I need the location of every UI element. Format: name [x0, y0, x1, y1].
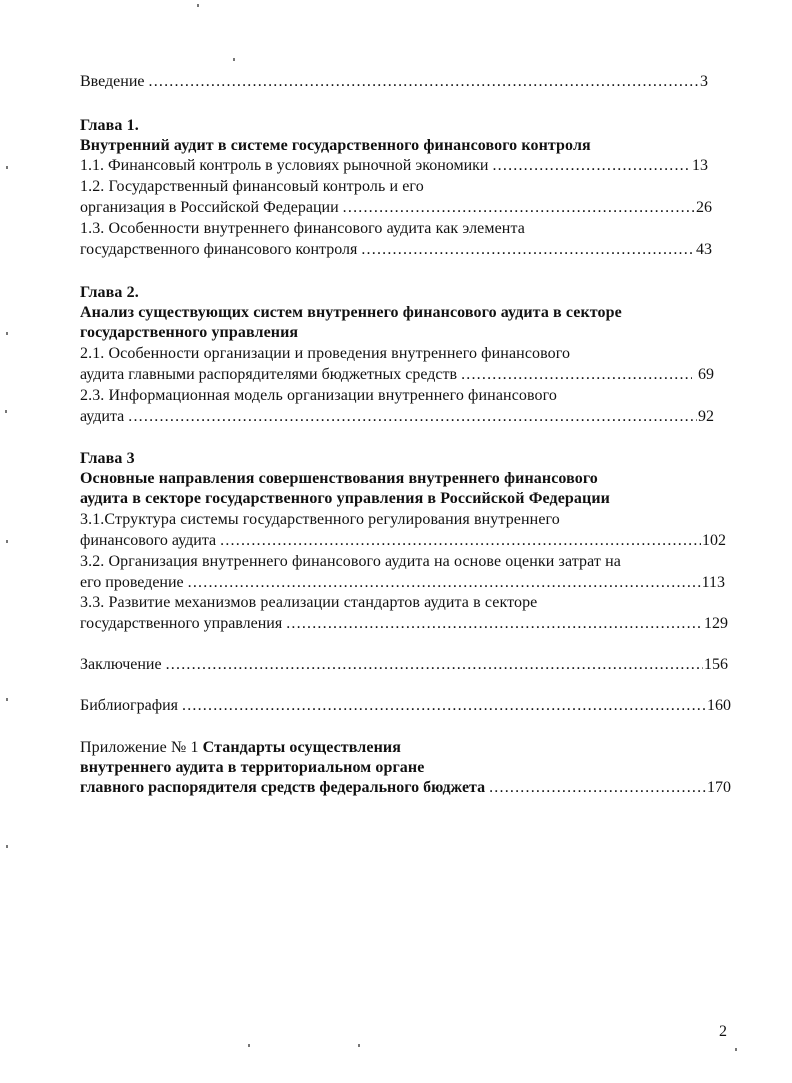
chapter-1-title: Внутренний аудит в системе государственного финансового контроля	[80, 137, 591, 154]
scan-speck	[233, 58, 235, 61]
scan-speck	[735, 1048, 737, 1051]
appendix-line-1	[80, 738, 401, 758]
scan-speck	[6, 698, 8, 701]
entry-page: 156	[704, 656, 728, 673]
dot-leader	[166, 655, 703, 675]
entry-title: 1.1. Финансовый контроль в условиях рыночной экономики	[80, 157, 489, 174]
toc-entry-bibliography	[80, 696, 731, 716]
entry-page: 43	[696, 241, 712, 258]
dot-leader	[492, 156, 691, 176]
entry-page: 92	[698, 408, 714, 425]
entry-title: Библиография	[80, 697, 178, 714]
entry-page: 3	[700, 73, 708, 90]
dot-leader	[461, 365, 692, 385]
entry-page: 26	[696, 199, 712, 216]
entry-page: 160	[707, 697, 731, 714]
scan-speck	[5, 410, 7, 413]
toc-entry-3-1-line-1: 3.1.Структура системы государственного регулирования внутреннего	[80, 511, 560, 528]
toc-entry-2-3-line-1: 2.3. Информационная модель организации внутреннего финансового	[80, 387, 558, 404]
toc-entry-1-1	[80, 156, 708, 176]
toc-entry-1-2	[80, 198, 712, 218]
scan-speck	[358, 1044, 360, 1047]
toc-entry-3-2-line-1: 3.2. Организация внутреннего финансового аудита на основе оценки затрат на	[80, 553, 621, 570]
dot-leader	[188, 573, 701, 593]
entry-title: государственного финансового контроля	[80, 241, 358, 258]
entry-title: организация в Российской Федерации	[80, 199, 339, 216]
toc-entry-conclusion	[80, 655, 728, 675]
toc-entry-1-3	[80, 240, 712, 260]
toc-entry-3-3	[80, 614, 728, 634]
appendix-prefix: Приложение № 1	[80, 739, 199, 756]
scan-speck	[6, 540, 8, 543]
dot-leader	[286, 614, 703, 634]
entry-page: 113	[701, 574, 725, 591]
entry-title: главного распорядителя средств федерального бюджета	[80, 779, 486, 796]
entry-title: Введение	[80, 73, 145, 90]
toc-entry-appendix	[80, 778, 731, 798]
dot-leader	[182, 696, 706, 716]
entry-title: финансового аудита	[80, 532, 217, 549]
appendix-title-2: внутреннего аудита в территориальном органе	[80, 759, 425, 776]
chapter-2-title-line-1: Анализ существующих систем внутреннего финансового аудита в секторе	[80, 304, 622, 321]
toc-entry-2-1	[80, 365, 714, 385]
toc-entry-3-3-line-1: 3.3. Развитие механизмов реализации стандартов аудита в секторе	[80, 594, 538, 611]
entry-title: государственного управления	[80, 615, 283, 632]
dot-leader	[128, 407, 697, 427]
scan-speck	[6, 166, 8, 169]
toc-entry-2-3	[80, 407, 714, 427]
toc-entry-3-1	[80, 531, 726, 551]
chapter-3-label: Глава 3	[80, 450, 135, 467]
chapter-1-label: Глава 1.	[80, 117, 139, 134]
entry-page: 69	[698, 366, 714, 383]
dot-leader	[361, 240, 695, 260]
toc-entry-introduction	[80, 72, 708, 92]
entry-page: 102	[702, 532, 726, 549]
entry-title: Заключение	[80, 656, 162, 673]
entry-page: 13	[692, 157, 708, 174]
entry-title: аудита главными распорядителями бюджетных средств	[80, 366, 458, 383]
scan-speck	[197, 4, 199, 7]
scan-speck	[6, 845, 8, 848]
page-number: 2	[719, 1023, 727, 1040]
dot-leader	[149, 72, 700, 92]
entry-title: его проведение	[80, 574, 184, 591]
chapter-3-title-line-2: аудита в секторе государственного управления в Российской Федерации	[80, 490, 610, 507]
chapter-2-title-line-2: государственного управления	[80, 324, 299, 341]
dot-leader	[343, 198, 695, 218]
dot-leader	[220, 531, 701, 551]
chapter-2-label: Глава 2.	[80, 284, 139, 301]
toc-entry-1-2-line-1: 1.2. Государственный финансовый контроль и его	[80, 178, 424, 195]
toc-entry-3-2	[80, 573, 725, 593]
toc-entry-1-3-line-1: 1.3. Особенности внутреннего финансового аудита как элемента	[80, 220, 525, 237]
dot-leader	[489, 778, 706, 798]
scan-speck	[248, 1044, 250, 1047]
entry-page: 170	[707, 779, 731, 796]
entry-title: аудита	[80, 408, 125, 425]
scan-speck	[6, 332, 8, 335]
entry-page: 129	[704, 615, 728, 632]
toc-entry-2-1-line-1: 2.1. Особенности организации и проведения внутреннего финансового	[80, 345, 571, 362]
appendix-title-1: Стандарты осуществления	[202, 739, 401, 756]
chapter-3-title-line-1: Основные направления совершенствования внутреннего финансового	[80, 470, 598, 487]
